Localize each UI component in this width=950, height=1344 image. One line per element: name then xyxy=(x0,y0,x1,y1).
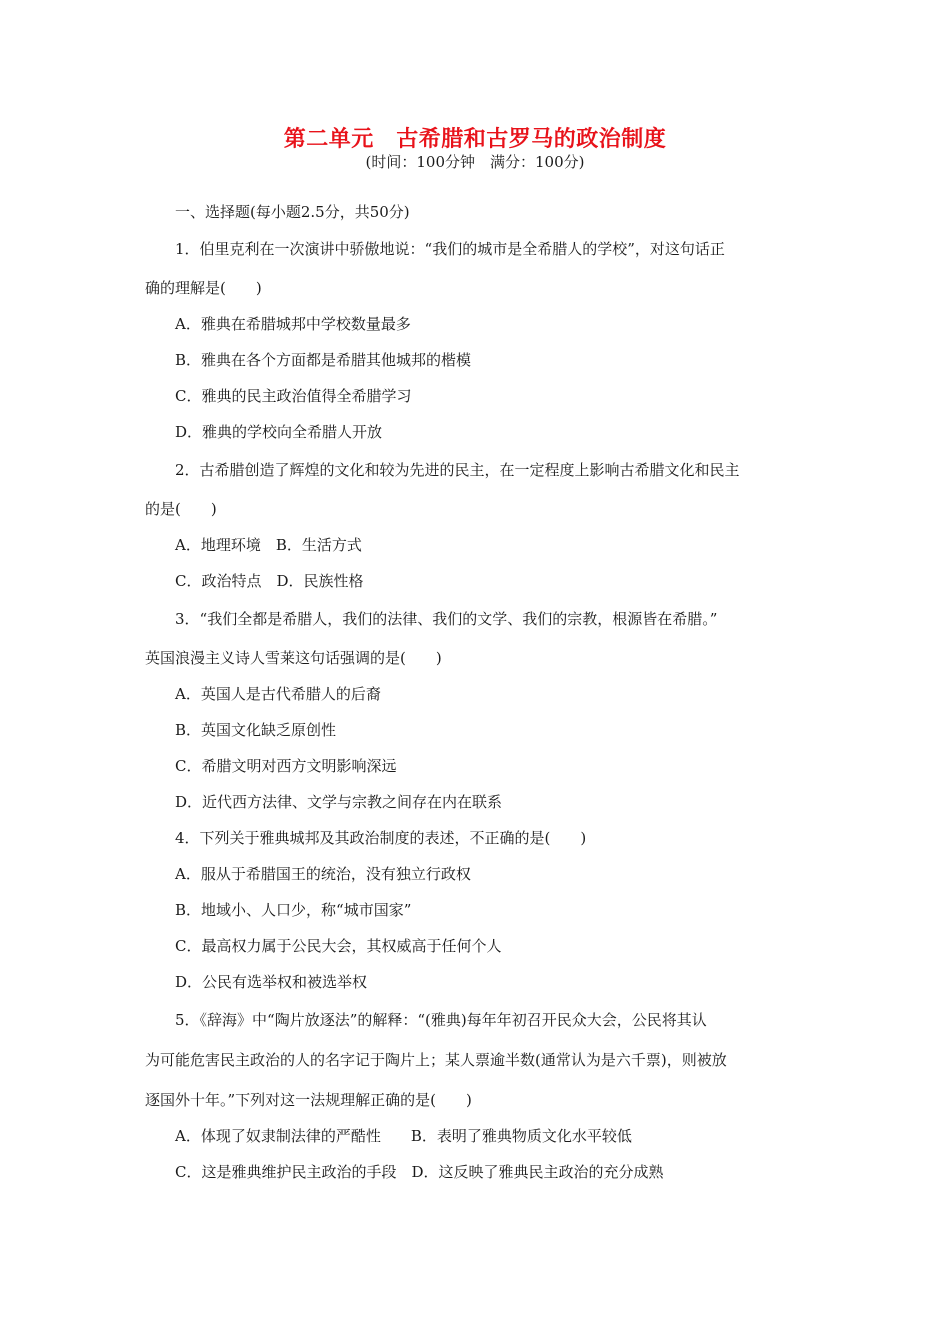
question-2-option-ab: A．地理环境 B．生活方式 xyxy=(175,536,362,554)
question-5-stem-line-2: 为可能危害民主政治的人的名字记于陶片上；某人票逾半数(通常认为是六千票)，则被放 xyxy=(145,1051,727,1069)
question-4-option-c: C．最高权力属于公民大会，其权威高于任何个人 xyxy=(175,937,502,955)
question-3-stem-line-2: 英国浪漫主义诗人雪莱这句话强调的是( ) xyxy=(145,649,442,667)
question-2-option-cd: C．政治特点 D．民族性格 xyxy=(175,572,364,590)
question-3-option-b: B．英国文化缺乏原创性 xyxy=(175,721,337,739)
question-1-option-a: A．雅典在希腊城邦中学校数量最多 xyxy=(175,315,411,333)
question-5-stem-line-1: 5．《辞海》中“陶片放逐法”的解释：“(雅典)每年年初召开民众大会，公民将其认 xyxy=(175,1011,707,1029)
question-5-option-ab: A．体现了奴隶制法律的严酷性 B．表明了雅典物质文化水平较低 xyxy=(175,1127,632,1145)
question-2-stem-line-2: 的是( ) xyxy=(145,500,217,518)
question-2-stem-line-1: 2．古希腊创造了辉煌的文化和较为先进的民主，在一定程度上影响古希腊文化和民主 xyxy=(175,461,740,479)
question-4-option-d: D．公民有选举权和被选举权 xyxy=(175,973,368,991)
question-3-option-a: A．英国人是古代希腊人的后裔 xyxy=(175,685,381,703)
question-4-option-a: A．服从于希腊国王的统治，没有独立行政权 xyxy=(175,865,471,883)
section-heading: 一、选择题(每小题2.5分，共50分) xyxy=(175,203,410,221)
question-4-option-b: B．地域小、人口少，称“城市国家” xyxy=(175,901,412,919)
question-1-option-c: C．雅典的民主政治值得全希腊学习 xyxy=(175,387,412,405)
question-1-option-b: B．雅典在各个方面都是希腊其他城邦的楷模 xyxy=(175,351,472,369)
question-1-stem-line-2: 确的理解是( ) xyxy=(145,279,262,297)
question-3-option-c: C．希腊文明对西方文明影响深远 xyxy=(175,757,397,775)
question-5-option-cd: C．这是雅典维护民主政治的手段 D．这反映了雅典民主政治的充分成熟 xyxy=(175,1163,664,1181)
page-title: 第二单元 古希腊和古罗马的政治制度 xyxy=(283,127,667,152)
question-1-stem-line-1: 1．伯里克利在一次演讲中骄傲地说：“我们的城市是全希腊人的学校”，对这句话正 xyxy=(175,240,725,258)
question-4-stem: 4．下列关于雅典城邦及其政治制度的表述，不正确的是( ) xyxy=(175,829,587,847)
question-1-option-d: D．雅典的学校向全希腊人开放 xyxy=(175,423,383,441)
question-3-stem-line-1: 3．“我们全都是希腊人，我们的法律、我们的文学、我们的宗教，根源皆在希腊。” xyxy=(175,610,718,628)
question-5-stem-line-3: 逐国外十年。”下列对这一法规理解正确的是( ) xyxy=(145,1091,472,1109)
exam-info: (时间：100分钟 满分：100分) xyxy=(365,153,585,171)
question-3-option-d: D．近代西方法律、文学与宗教之间存在内在联系 xyxy=(175,793,503,811)
